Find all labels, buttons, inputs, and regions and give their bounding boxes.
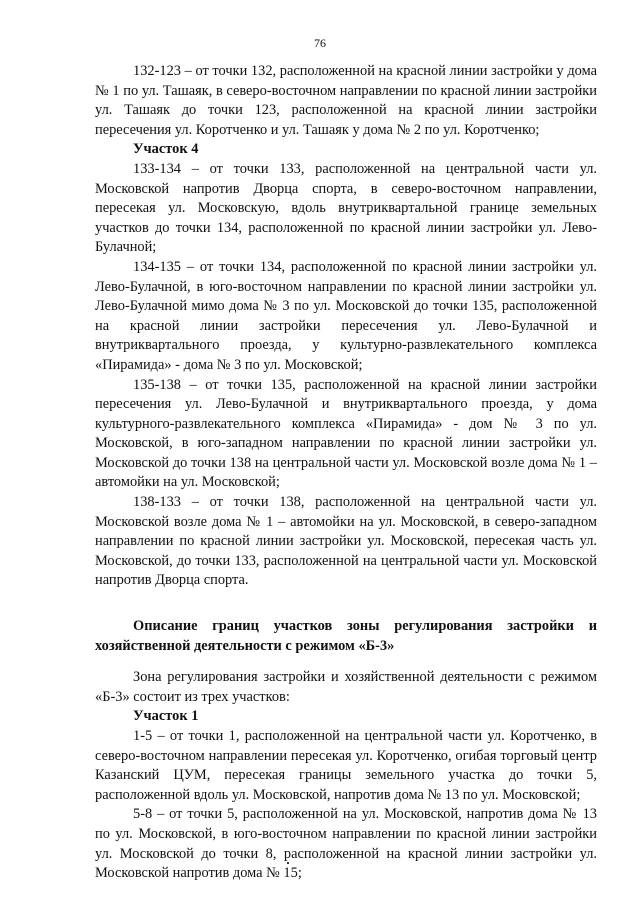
paragraph-1-5: 1-5 – от точки 1, расположенной на центральной части ул. Коротченко, в северо-восточном направлении пересекая ул. Коротченко, огибая торговый центр Казанский ЦУМ, пересекая границы земельного участка до точки 5, расположенной вдоль ул. Московской, напротив дома № 13 по ул. Московской; [95, 728, 597, 803]
paragraph-135-138: 135-138 – от точки 135, расположенной на красной линии застройки пересечения ул. Лево-Булачной и внутриквартального проезда, у дома культурного-развлекательного комплекса «Пирамида» - дом № 3 по ул. Московской, в юго-западном направлении по красной линии застройки ул. Московской до точки 138 на центральной части ул. Московской возле дома № 1 – автомойки на ул. Московской; [95, 376, 597, 491]
section-heading-uchastok-4: Участок 4 [133, 141, 199, 158]
zone-b3-title: Описание границ участков зоны регулирования застройки и хозяйственной деятельности с режимом «Б-3» [95, 618, 597, 654]
section-heading-uchastok-1: Участок 1 [133, 708, 199, 725]
zone-b3-intro: Зона регулирования застройки и хозяйственной деятельности с режимом «Б-3» состоит из трех участков: [95, 669, 597, 705]
paragraph-5-8: 5-8 – от точки 5, расположенной на ул. Московской, напротив дома № 13 по ул. Московской, в юго-восточном направлении по красной линии застройки ул. Московской до точки 8, расположенной на красной линии застройки ул. Московской напротив дома № 15; [95, 806, 597, 882]
document-body [95, 62, 597, 884]
paragraph-138-133: 138-133 – от точки 138, расположенной на центральной части ул. Московской возле дома № 1 – автомойки на ул. Московской, в северо-западном направлении по красной линии застройки ул. Московской, пересекая часть ул. Московской, до точки 133, расположенной на центральной части ул. Московской напротив Дворца спорта. [95, 494, 597, 589]
scan-dot [287, 862, 289, 864]
paragraph-134-135: 134-135 – от точки 134, расположенной по красной линии застройки ул. Лево-Булачной, в юго-восточном направлении по красной линии застройки ул. Лево-Булачной мимо дома № 3 по ул. Московской до точки 135, расположенной на красной линии застройки пересечения ул. Лево-Булачной и внутриквартального проезда, у культурно-развлекательного комплекса «Пирамида» - дома № 3 по ул. Московской; [95, 258, 597, 373]
page-number: 76 [314, 36, 326, 50]
paragraph-132-123: 132-123 – от точки 132, расположенной на красной линии застройки у дома № 1 по ул. Ташаяк, в северо-восточном направлении по красной линии застройки ул. Ташаяк до точки 123, расположенной на красной линии застройки пересечения ул. Коротченко и ул. Ташаяк у дома № 2 по ул. Коротченко; [95, 63, 597, 138]
paragraph-133-134: 133-134 – от точки 133, расположенной на центральной части ул. Московской напротив Дворца спорта, в северо-восточном направлении, пересекая ул. Московскую, вдоль внутриквартальной границе земельных участков до точки 134, расположенной по красной линии застройки ул. Лево-Булачной; [95, 160, 597, 256]
